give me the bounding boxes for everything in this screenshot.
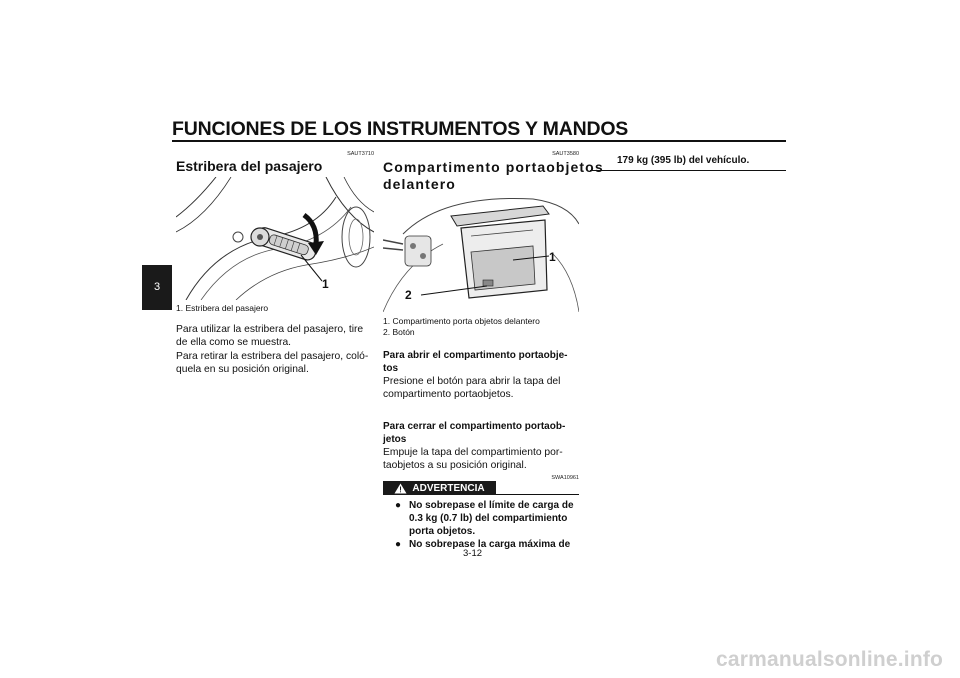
body-line: Para retirar la estribera del pasajero, coló-: [176, 350, 369, 362]
front-storage-figure: [383, 194, 579, 312]
body-line: Para utilizar la estribera del pasajero, tire: [176, 324, 364, 335]
bullet-dot-icon: ●: [395, 539, 402, 550]
open-body: [383, 375, 579, 402]
warning-bullets: [383, 499, 579, 551]
continued-warning-text: 179 kg (395 lb) del vehículo.: [617, 155, 750, 166]
passenger-footrest-figure: [176, 177, 374, 300]
section-title-line: Compartimento portaobjetos: [383, 159, 604, 175]
heading-line: tos: [383, 363, 398, 374]
figure-caption: 1. Estribera del pasajero: [176, 303, 269, 313]
section-code: SAUT3710: [347, 151, 374, 157]
figure-caption: 1. Compartimento porta objetos delantero: [383, 316, 540, 326]
warning-triangle-icon: [394, 483, 407, 494]
open-heading: [383, 349, 579, 375]
chapter-tab-number: 3: [153, 281, 161, 293]
figure-callout-1: 1: [322, 277, 329, 291]
section-code: SAUT3580: [552, 151, 579, 157]
close-heading: [383, 420, 579, 446]
warning-label-box: [383, 481, 496, 495]
close-instructions: [383, 420, 579, 473]
footrest-body-text: [176, 323, 374, 377]
warning-end-rule: [590, 170, 786, 171]
body-line: taobjetos a su posición original.: [383, 460, 527, 472]
warning-code: SWA10961: [551, 475, 579, 481]
close-body: [383, 446, 579, 473]
bullet-dot-icon: ●: [395, 500, 402, 511]
section-title-front-storage: [383, 159, 604, 193]
body-line: Presione el botón para abrir la tapa del: [383, 376, 561, 387]
body-line: compartimento portaobjetos.: [383, 389, 514, 401]
heading-line: Para abrir el compartimento portaobje-: [383, 350, 568, 361]
figure-callout-2: 2: [405, 288, 412, 302]
header-rule: [172, 140, 786, 142]
chapter-tab[interactable]: [142, 265, 172, 310]
figure-caption: 2. Botón: [383, 327, 415, 337]
open-instructions: [383, 349, 579, 402]
page-number: 3-12: [463, 548, 483, 559]
body-line: quela en su posición original.: [176, 364, 309, 376]
section-title-line: delantero: [383, 176, 456, 192]
heading-line: Para cerrar el compartimento portaob-: [383, 421, 566, 432]
warning-rule: [496, 494, 579, 495]
body-line: Empuje la tapa del compartimiento por-: [383, 447, 563, 458]
list-item: [383, 499, 579, 538]
passenger-footrest-illustration: [176, 177, 374, 300]
section-title-passenger-footrest: Estribera del pasajero: [176, 158, 323, 174]
page-header-title: FUNCIONES DE LOS INSTRUMENTOS Y MANDOS: [172, 118, 629, 140]
watermark: carmanualsonline.info: [716, 648, 944, 671]
bullet-line: porta objetos.: [409, 526, 476, 537]
warning-label: ADVERTENCIA: [412, 482, 485, 494]
bullet-line: 0.3 kg (0.7 lb) del compartimiento: [409, 513, 568, 524]
bullet-line: No sobrepase el límite de carga de: [409, 500, 574, 511]
figure-callout-1: 1: [549, 250, 556, 264]
heading-line: jetos: [383, 434, 407, 445]
bullet-line: No sobrepase la carga máxima de: [409, 539, 571, 550]
body-line: de ella como se muestra.: [176, 337, 292, 349]
